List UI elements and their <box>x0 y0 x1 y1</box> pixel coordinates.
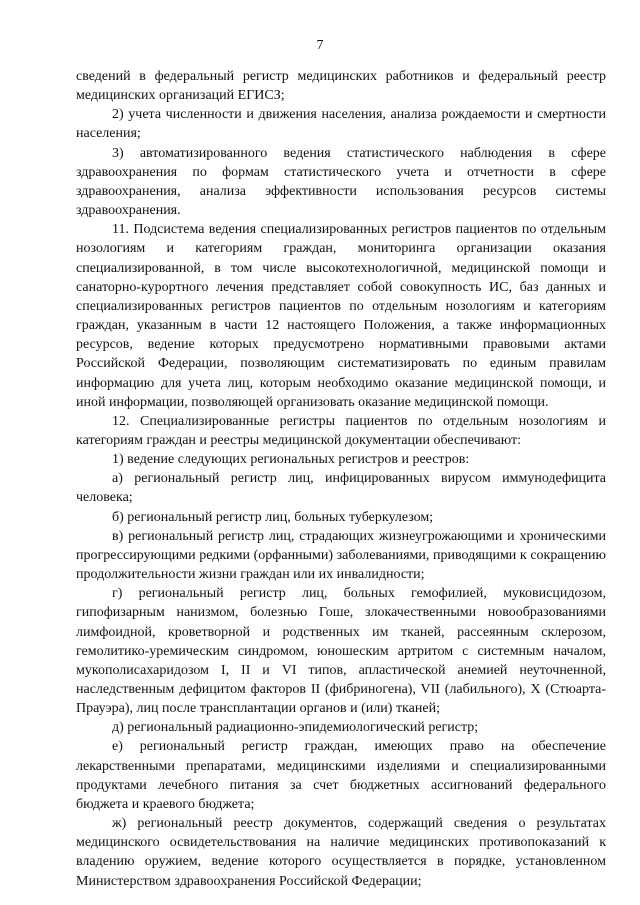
paragraph-continued: сведений в федеральный регистр медицинских работников и федеральный реестр медицинских организаций ЕГИСЗ; <box>76 69 606 104</box>
document-body <box>76 67 606 891</box>
section-12: 12. Специализированные регистры пациентов по отдельным нозологиям и категориям граждан и реестры медицинской документации обеспечивают: <box>76 413 606 448</box>
sub-item-zh: ж) региональный реестр документов, содержащий сведения о результатах медицинского освидетельствования на наличие медицинских противопоказаний к владению оружием, ведение которого осуществляется в порядке, установленном Министерством здравоохранения Российской Федерации; <box>76 816 606 889</box>
sub-item-g: г) региональный регистр лиц, больных гемофилией, муковисцидозом, гипофизарным нанизмом, болезнью Гоше, злокачественными новообразованиями лимфоидной, кроветворной и родственных им тканей, рассеянным склерозом, гемолитико-уремическим синдромом, юношеским артритом с системным началом, мукополисахаридозом I, II и VI типов, апластической анемией неуточненной, наследственным дефицитом факторов II (фибриногена), VII (лабильного), X (Стюарта-Прауэра), лиц после трансплантации органов и (или) тканей; <box>76 586 606 717</box>
list-item-2: 2) учета численности и движения населения, анализа рождаемости и смертности населения; <box>76 107 606 142</box>
sub-item-e: е) региональный регистр граждан, имеющих право на обеспечение лекарственными препаратами, медицинскими изделиями и специализированными продуктами лечебного питания за счет бюджетных ассигнований федерального бюджета и краевого бюджета; <box>76 739 606 812</box>
sub-item-b: б) региональный регистр лиц, больных туберкулезом; <box>112 509 434 525</box>
list-item-3: 3) автоматизированного ведения статистического наблюдения в сфере здравоохранения по формам статистического учета и отчетности в сфере здравоохранения, анализа эффективности использования ресурсов системы здравоохранения. <box>76 145 606 219</box>
page-number: 7 <box>316 38 324 53</box>
section-11: 11. Подсистема ведения специализированных регистров пациентов по отдельным нозологиям и категориям граждан, мониторинга организации оказания специализированной, в том числе высокотехнологичной, медицинской помощи и санаторно-курортного лечения представляет собой совокупность ИС, баз данных и специализированных регистров пациентов по отдельным нозологиям и категориям граждан, указанным в части 12 настоящего Положения, а также информационных ресурсов, ведение которых предусмотрено нормативными правовыми актами Российской Федерации, позволяющим систематизировать по единым правилам информацию для учета лиц, которым необходимо оказание медицинской помощи, и иной информации, позволяющей организовать оказание медицинской помощи. <box>76 222 606 410</box>
list-item-1: 1) ведение следующих региональных регистров и реестров: <box>112 452 470 468</box>
sub-item-v: в) региональный регистр лиц, страдающих жизнеугрожающими и хроническими прогрессирующими редкими (орфанными) заболеваниями, приводящими к сокращению продолжительности жизни граждан или их инвалидности; <box>76 528 606 583</box>
sub-item-a: а) региональный регистр лиц, инфицированных вирусом иммунодефицита человека; <box>76 471 606 506</box>
sub-item-d: д) региональный радиационно-эпидемиологический регистр; <box>112 720 479 736</box>
